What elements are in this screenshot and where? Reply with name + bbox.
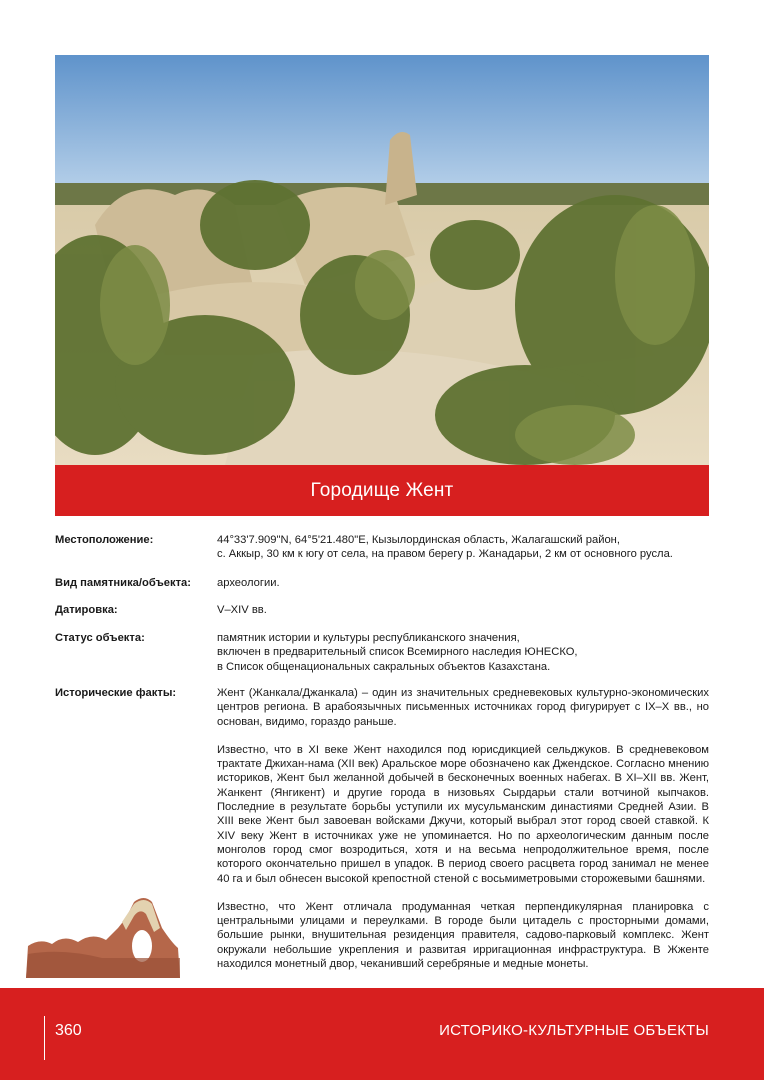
location-line: 44°33'7.909"N, 64°5'21.480"E, Кызылординская область, Жалагашский район,: [217, 534, 620, 546]
page-footer: [0, 988, 764, 1080]
type-label: Вид памятника/объекта:: [55, 577, 191, 589]
status-line: памятник истории и культуры республиканского значения,: [217, 632, 520, 644]
ruin-fragment-illustration: [22, 888, 182, 983]
type-row: [55, 576, 709, 603]
section-title: ИСТОРИКО-КУЛЬТУРНЫЕ ОБЪЕКТЫ: [439, 1022, 709, 1039]
location-label: Местоположение:: [55, 534, 154, 546]
footer-divider: [44, 1016, 45, 1060]
page-number: 360: [55, 1022, 82, 1039]
history-value: [217, 686, 709, 971]
ruins-landscape-image: [55, 55, 709, 465]
history-label: Исторические факты:: [55, 687, 177, 699]
status-label: Статус объекта:: [55, 632, 145, 644]
status-value: [217, 631, 709, 674]
type-value: археологии.: [217, 577, 280, 589]
status-row: [55, 631, 709, 686]
status-line: в Список общенациональных сакральных объектов Казахстана.: [217, 660, 551, 673]
history-paragraph: Известно, что Жент отличала продуманная четкая перпендикулярная планировка с центральными улицами и переулками. В городе были цитадель с просторными домами, большие рынки, внушительная резиденция правителя, садово-парковый комплекс. Жент окружали небольшие укрепления и развитая ирригационная инфраструктура. В Жженте находился монетный двор, чеканивший серебряные и медные монеты.: [217, 900, 709, 971]
history-paragraph: Жент (Жанкала/Джанкала) – один из значительных средневековых культурно-экономических центров региона. В арабоязычных письменных источниках город фигурирует с IX–X вв., но основан, видимо, гораздо раньше.: [217, 687, 709, 728]
history-paragraph: Известно, что в XI веке Жент находился под юрисдикцией сельджуков. В средневековом трактате Джихан-нама (XII век) Аральское море обозначено как Джендское. Согласно мнению историков, Жент был желанной добычей в бесконечных военных набегах. В XI–XII вв. Жент, Жанкент (Янгикент) и другие города в низовьях Сырдарьи стали вотчиной кыпчаков. Последние в результате борьбы уступили их мусульманским династиями Средней Азии. В XIII веке Жент был завоеван войсками Джучи, который выбрал этот город своей ставкой. К XIV веку Жент в источниках уже не упоминается. Но по археологическим данным после монголов город смог возродиться, хотя и на весьма непродолжительное время, после которого окончательно пришел в упадок. В период своего расцвета город занимал не менее 40 га и был обнесен высокой крепостной стеной с восьмиметровыми сторожевыми башнями.: [217, 743, 709, 885]
dating-value: V–XIV вв.: [217, 604, 267, 616]
page-title: Городище Жент: [55, 465, 709, 516]
site-photo: [55, 55, 709, 465]
location-value: [217, 533, 709, 562]
dating-row: [55, 603, 709, 631]
status-line: включен в предварительный список Всемирного наследия ЮНЕСКО,: [217, 646, 578, 659]
location-row: [55, 533, 709, 576]
location-line: с. Аккыр, 30 км к югу от села, на правом берегу р. Жанадарьи, 2 км от основного русла.: [217, 548, 673, 561]
dating-label: Датировка:: [55, 604, 118, 616]
wall-fragment-image: [22, 888, 182, 983]
